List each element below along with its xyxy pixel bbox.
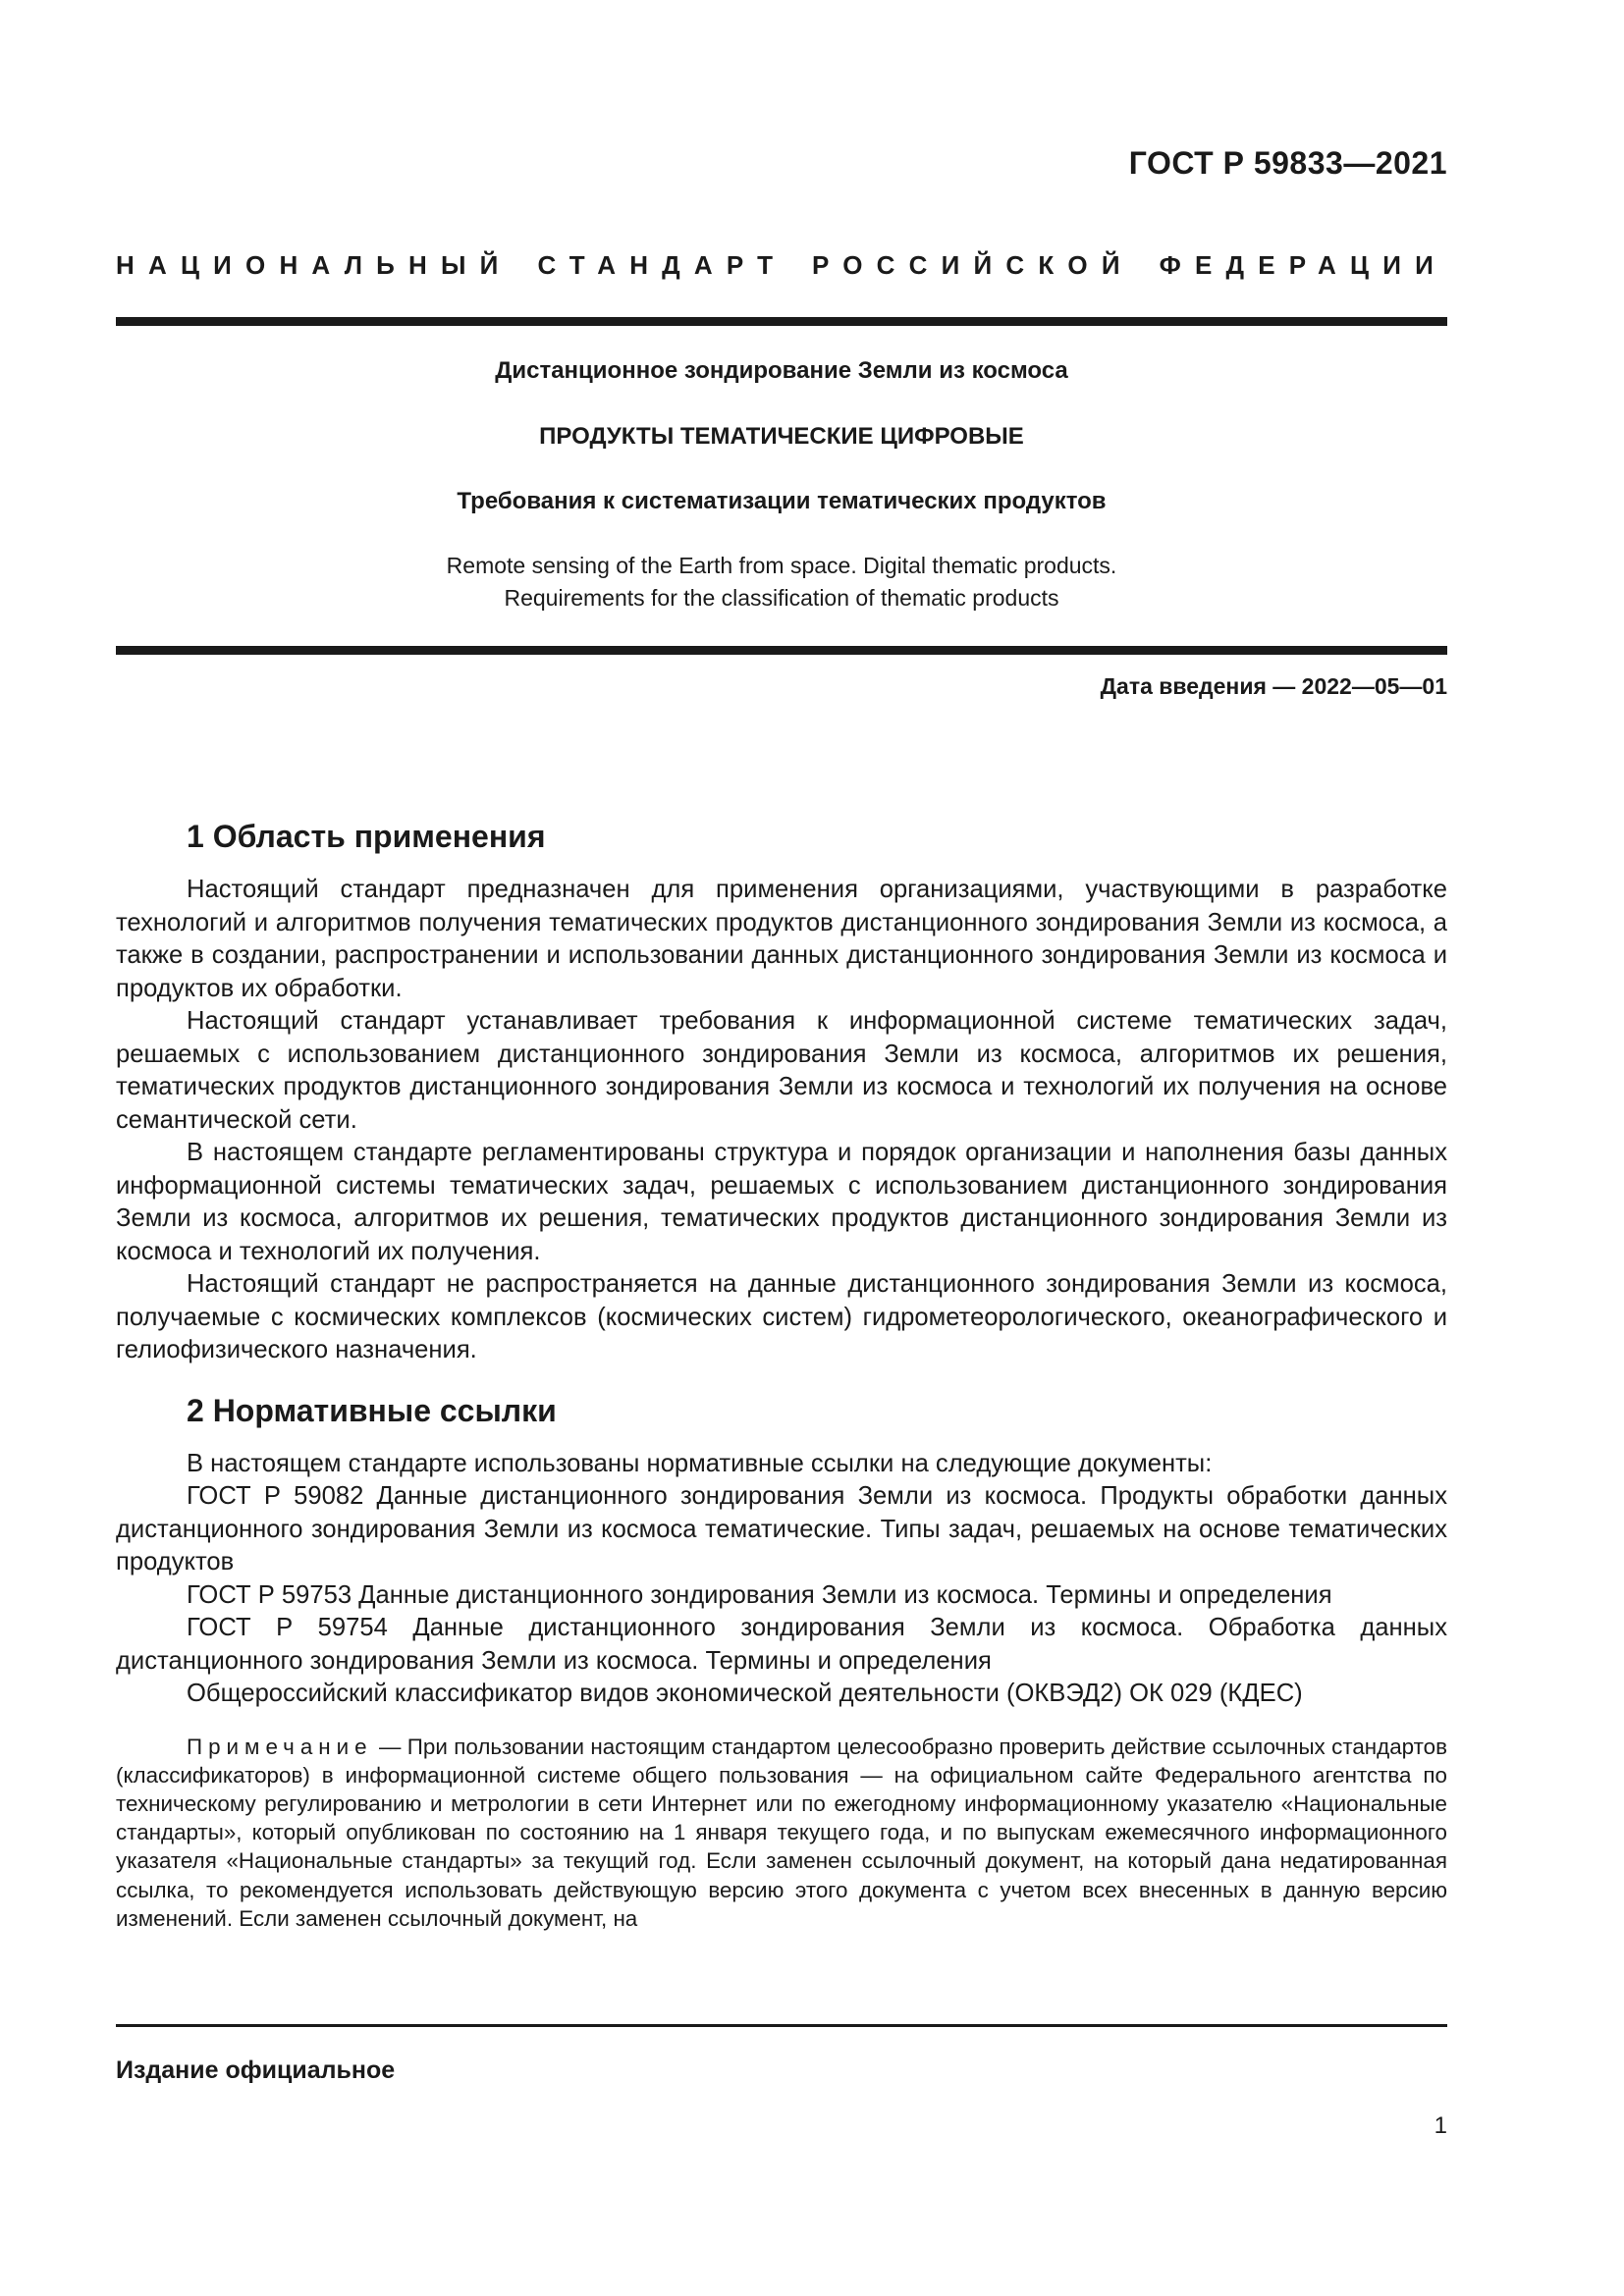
title-line-2: ПРОДУКТЫ ТЕМАТИЧЕСКИЕ ЦИФРОВЫЕ — [539, 423, 1024, 450]
introduction-date: Дата введения — 2022—05—01 — [1100, 673, 1447, 699]
section-2-intro: В настоящем стандарте использованы нормативные ссылки на следующие документы: — [187, 1449, 1213, 1477]
document-page — [116, 0, 1447, 2296]
page-number: 1 — [1434, 2112, 1447, 2139]
note-label: Примечание — [187, 1734, 373, 1759]
title-bottom-divider — [116, 646, 1447, 655]
reference-note — [116, 1733, 1447, 1933]
footer-divider — [116, 2024, 1447, 2027]
english-title — [116, 550, 1447, 614]
document-body — [116, 817, 1447, 1954]
top-divider — [116, 317, 1447, 326]
section-2-heading: 2 Нормативные ссылки — [187, 1392, 557, 1428]
standard-banner: НАЦИОНАЛЬНЫЙ СТАНДАРТ РОССИЙСКОЙ ФЕДЕРАЦИИ — [116, 250, 1447, 280]
section-1-heading: 1 Область применения — [187, 819, 546, 854]
note-text: — При пользовании настоящим стандартом целесообразно проверить действие ссылочных стандартов (классификаторов) в информационной системе общего пользования — на официальном сайте Федерального агентства по техническому регулированию и метрологии в сети Интернет или по ежегодному информационному указателю «Национальные стандарты», который опубликован по состоянию на 1 января текущего года, и по выпускам ежемесячного информационного указателя «Национальные стандарты» за текущий год. Если заменен ссылочный документ, на который дана недатированная ссылка, то рекомендуется использовать действующую версию этого документа с учетом всех внесенных в данную версию изменений. Если заменен ссылочный документ, на — [116, 1734, 1447, 1931]
document-code: ГОСТ Р 59833—2021 — [1128, 145, 1447, 181]
normative-reference: ГОСТ Р 59082 Данные дистанционного зондирования Земли из космоса. Продукты обработки данных дистанционного зондирования Земли из космоса тематические. Типы задач, решаемых на основе тематических продуктов — [116, 1482, 1447, 1575]
english-title-line-2: Requirements for the classification of thematic products — [504, 585, 1059, 611]
section-1-paragraph: Настоящий стандарт не распространяется на данные дистанционного зондирования Земли из космоса, получаемые с космических комплексов (космических систем) гидрометеорологического, океанографического и гелиофизического назначения. — [116, 1270, 1447, 1363]
section-1-paragraph: Настоящий стандарт предназначен для применения организациями, участвующими в разработке технологий и алгоритмов получения тематических продуктов дистанционного зондирования Земли из космоса, а также в создании, распространении и использовании данных дистанционного зондирования Земли из космоса и продуктов их обработки. — [116, 876, 1447, 1002]
section-1-paragraph: В настоящем стандарте регламентированы структура и порядок организации и наполнения базы данных информационной системы тематических задач, решаемых с использованием дистанционного зондирования Земли из космоса, алгоритмов их решения, тематических продуктов дистанционного зондирования Земли из космоса и технологий их получения. — [116, 1139, 1447, 1265]
section-1-paragraph: Настоящий стандарт устанавливает требования к информационной системе тематических задач, решаемых с использованием дистанционного зондирования Земли из космоса, алгоритмов их решения, тематических продуктов дистанционного зондирования Земли из космоса и технологий их получения на основе семантической сети. — [116, 1007, 1447, 1134]
title-line-1: Дистанционное зондирование Земли из космоса — [495, 357, 1068, 384]
normative-reference: Общероссийский классификатор видов экономической деятельности (ОКВЭД2) ОК 029 (КДЕС) — [187, 1680, 1303, 1707]
normative-reference: ГОСТ Р 59754 Данные дистанционного зондирования Земли из космоса. Обработка данных дистанционного зондирования Земли из космоса. Термины и определения — [116, 1614, 1447, 1675]
title-line-3: Требования к систематизации тематических продуктов — [457, 488, 1107, 514]
normative-reference: ГОСТ Р 59753 Данные дистанционного зондирования Земли из космоса. Термины и определения — [187, 1580, 1332, 1609]
english-title-line-1: Remote sensing of the Earth from space. Digital thematic products. — [446, 553, 1117, 578]
official-edition-label: Издание официальное — [116, 2056, 396, 2084]
